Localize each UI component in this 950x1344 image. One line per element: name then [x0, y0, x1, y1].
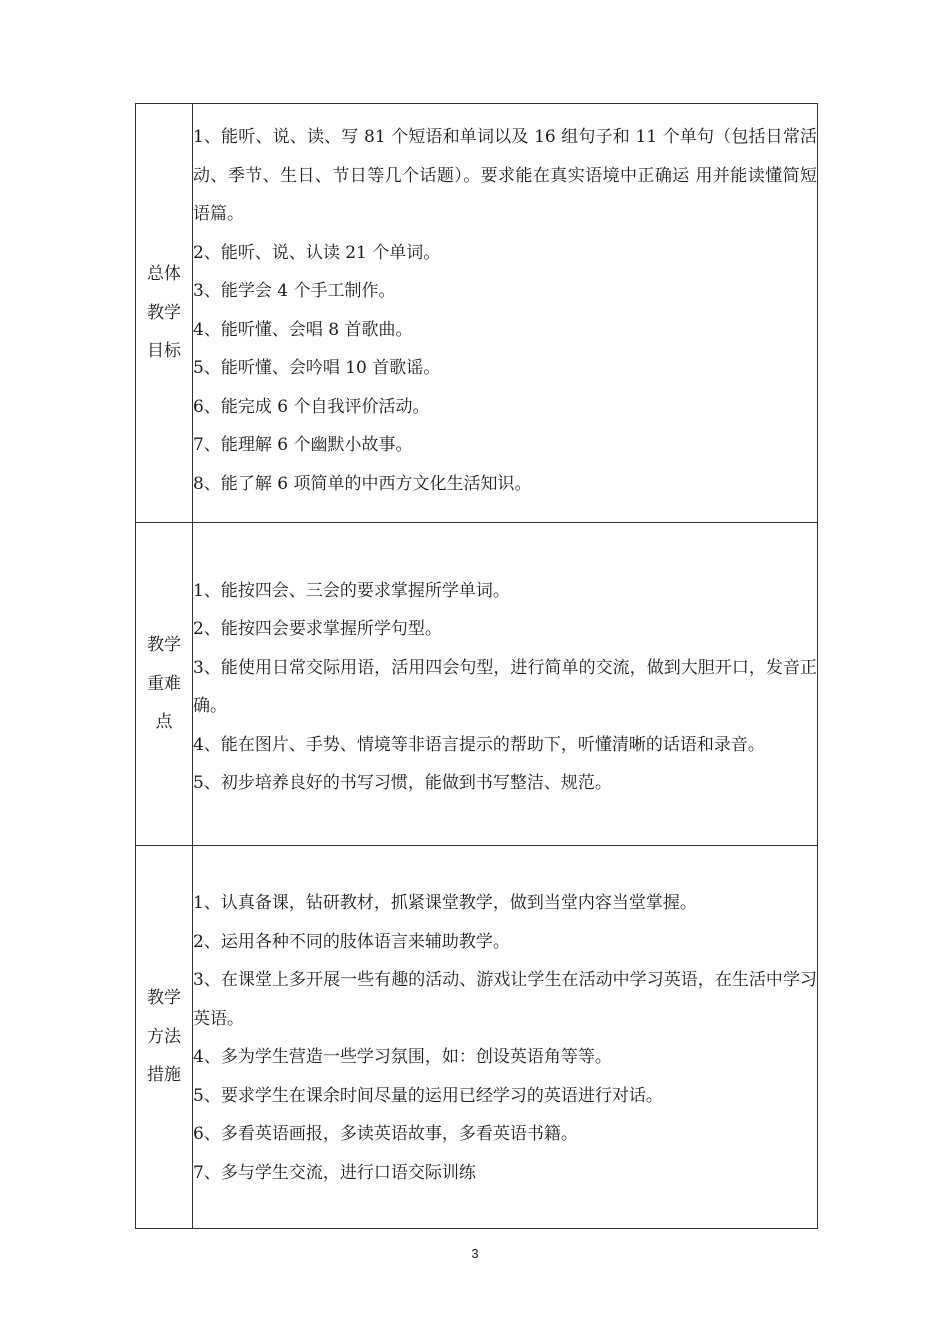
list-item: 7、能理解 6 个幽默小故事。	[193, 435, 413, 455]
table-row	[136, 104, 818, 523]
list-item: 4、能听懂、会唱 8 首歌曲。	[193, 319, 413, 340]
row-label-cell	[136, 846, 193, 1229]
list-item: 5、初步培养良好的书写习惯，能做到书写整洁、规范。	[193, 773, 612, 793]
list-item: 7、多与学生交流，进行口语交际训练	[193, 1162, 476, 1183]
row-label-cell	[136, 104, 193, 523]
list-item: 3、能使用日常交际用语，活用四会句型，进行简单的交流，做到大胆开口，发音正确。	[193, 657, 817, 716]
row-content-cell	[193, 104, 818, 523]
list-item: 5、能听懂、会吟唱 10 首歌谣。	[193, 358, 441, 378]
list-item: 2、运用各种不同的肢体语言来辅助教学。	[193, 931, 510, 952]
list-item: 8、能了解 6 项简单的中西方文化生活知识。	[193, 473, 532, 494]
list-item: 6、多看英语画报，多读英语故事，多看英语书籍。	[193, 1124, 578, 1144]
list-item: 3、在课堂上多开展一些有趣的活动、游戏让学生在活动中学习英语，在生活中学习英语。	[193, 970, 817, 1029]
list-item: 1、能按四会、三会的要求掌握所学单词。	[193, 580, 510, 601]
list-item: 4、能在图片、手势、情境等非语言提示的帮助下，听懂清晰的话语和录音。	[193, 734, 765, 755]
list-item: 5、要求学生在课余时间尽量的运用已经学习的英语进行对话。	[193, 1085, 663, 1106]
page-number: 3	[471, 1246, 479, 1261]
list-item: 6、能完成 6 个自我评价活动。	[193, 396, 430, 417]
row-label: 教学重难点	[147, 635, 181, 733]
list-item: 1、能听、说、读、写 81 个短语和单词以及 16 组句子和 11 个单句（包括日常活动、季节、生日、节日等几个话题）。要求能在真实语境中正确运 用并能读懂简短语篇。	[193, 127, 817, 224]
row-label: 教学方法措施	[147, 988, 181, 1086]
row-label-cell	[136, 523, 193, 846]
table-row	[136, 846, 818, 1229]
list-item: 2、能按四会要求掌握所学句型。	[193, 619, 442, 639]
row-content-cell	[193, 846, 818, 1229]
row-label: 总体教学目标	[147, 264, 181, 362]
list-item: 4、多为学生营造一些学习氛围，如：创设英语角等等。	[193, 1047, 612, 1067]
list-item: 2、能听、说、认读 21 个单词。	[193, 242, 441, 263]
table-row	[136, 523, 818, 846]
row-content-cell	[193, 523, 818, 846]
list-item: 1、认真备课，钻研教材，抓紧课堂教学，做到当堂内容当堂掌握。	[193, 893, 697, 913]
list-item: 3、能学会 4 个手工制作。	[193, 281, 396, 301]
teaching-plan-table	[135, 103, 818, 1229]
